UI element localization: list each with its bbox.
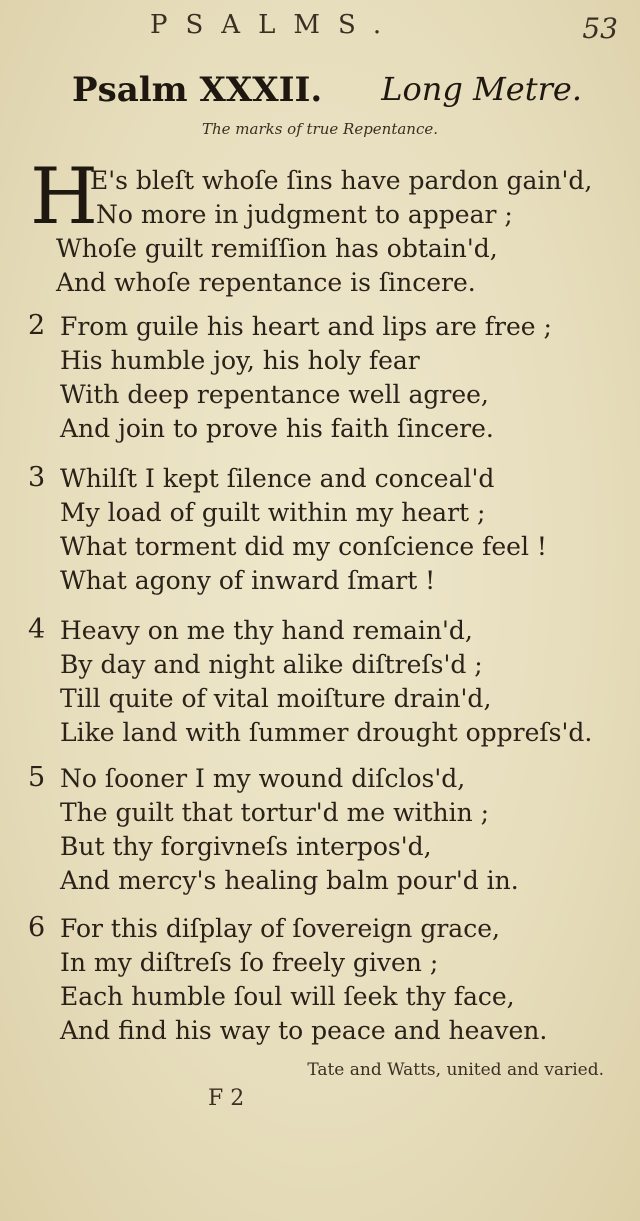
stanza-1-bottom	[56, 232, 498, 300]
verse-line: And whoſe repentance is ſincere.	[56, 268, 476, 297]
stanza-number: 4	[28, 614, 46, 645]
verse-line: His humble joy, his holy fear	[60, 346, 420, 375]
verse-line: By day and night alike diſtreſs'd ;	[60, 650, 483, 679]
verse-line: For this diſplay of ſovereign grace,	[60, 914, 500, 943]
verse-line: And mercy's healing balm pour'd in.	[60, 866, 519, 895]
verse-line: E's bleſt whoſe ſins have pardon gain'd,	[90, 166, 593, 195]
running-head: PSALMS.	[150, 10, 400, 40]
verse-line: Till quite of vital moiſture drain'd,	[60, 684, 492, 713]
stanza-number: 2	[28, 310, 46, 341]
verse-line: No ſooner I my wound diſclos'd,	[60, 764, 466, 793]
attribution: Tate and Watts, united and varied.	[307, 1060, 604, 1080]
verse-line: Heavy on me thy hand remain'd,	[60, 616, 473, 645]
verse-line: Like land with ſummer drought oppreſs'd.	[60, 718, 593, 747]
stanza-number: 5	[28, 762, 46, 793]
verse-line: The guilt that tortur'd me within ;	[60, 798, 490, 827]
stanza-number: 6	[28, 912, 46, 943]
signature-mark: F 2	[208, 1086, 245, 1111]
psalm-subtitle: The marks of true Repentance.	[201, 120, 439, 138]
verse-line: Whilſt I kept ſilence and conceal'd	[60, 464, 495, 493]
verse-line: My load of guilt within my heart ;	[60, 498, 486, 527]
verse-line: Each humble ſoul will ſeek thy face,	[60, 982, 515, 1011]
stanza-number: 3	[28, 462, 46, 493]
drop-cap: H	[30, 152, 99, 242]
verse-line: What torment did my conſcience feel !	[60, 532, 547, 561]
verse-line: But thy forgivneſs interpos'd,	[60, 832, 432, 861]
verse-line: With deep repentance well agree,	[60, 380, 489, 409]
stanza-1-line-2	[96, 198, 513, 232]
verse-line: What agony of inward ſmart !	[60, 566, 436, 595]
metre-label: Long Metre.	[381, 70, 582, 108]
stanza-1-top	[90, 164, 592, 198]
verse-line: In my diſtreſs ſo freely given ;	[60, 948, 439, 977]
verse-line: From guile his heart and lips are free ;	[60, 312, 552, 341]
title-row	[72, 70, 592, 116]
verse-line: No more in judgment to appear ;	[96, 200, 513, 229]
verse-line: And join to prove his faith ſincere.	[60, 414, 494, 443]
psalm-title: Psalm XXXII.	[72, 70, 323, 110]
verse-line: Whoſe guilt remiſſion has obtain'd,	[56, 234, 498, 263]
verse-line: And find his way to peace and heaven.	[60, 1016, 548, 1045]
page-number: 53	[582, 12, 618, 45]
